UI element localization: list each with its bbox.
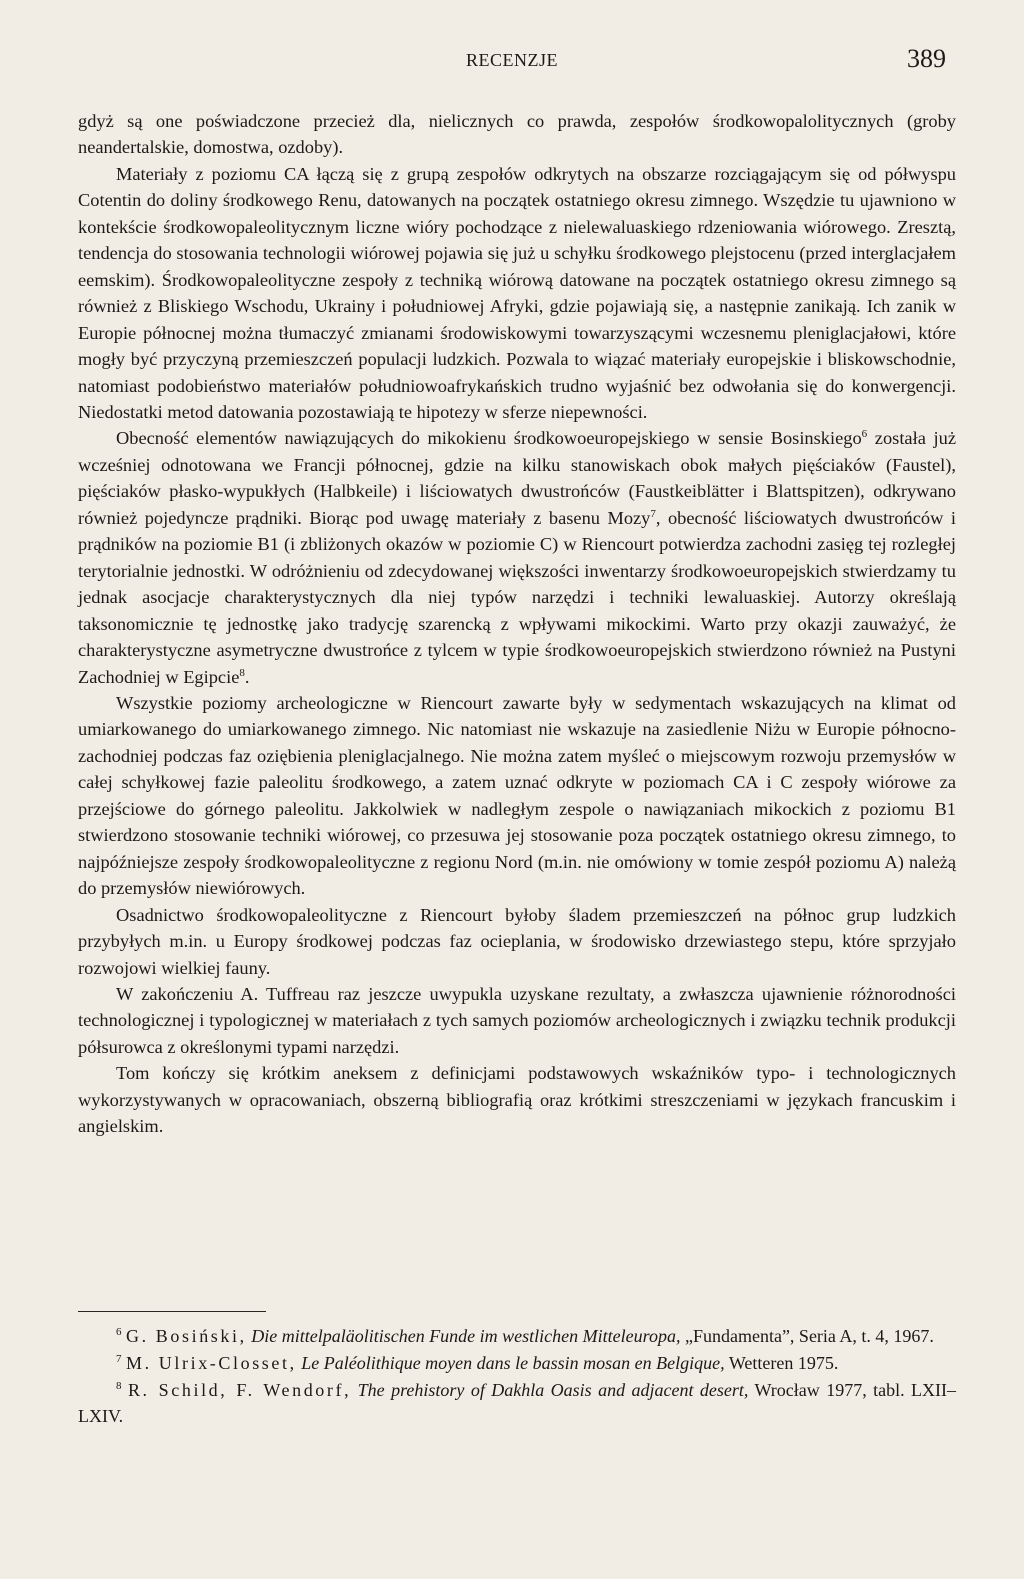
footnote-mark: 8: [116, 1380, 122, 1392]
paragraph-text: została już wcześniej odnotowana we Francji północnej, gdzie na kilku stanowiskach obok małych pięściaków (Faustel), pięściaków płasko-wypukłych (Halbkeile) i liściowatych dwustrońców (Faustkeiblätter i Blattspitzen), odkrywano również pojedyncze prądniki. Biorąc pod uwagę materiały z basenu Mozy: [78, 428, 956, 528]
footnote-author: G. Bosiński,: [126, 1326, 247, 1346]
footnote-divider: [78, 1311, 266, 1312]
footnote-reference: 7: [650, 507, 656, 520]
paragraph: Tom kończy się krótkim aneksem z definicjami podstawowych wskaźników typo- i technologicznych wykorzystywanych w opracowaniach, obszerną bibliografią oraz krótkimi streszczeniami w językach francuskim i angielskim.: [78, 1063, 956, 1137]
footnotes: [78, 1323, 956, 1430]
footnote-title: Le Paléolithique moyen dans le bassin mosan en Belgique,: [301, 1353, 725, 1373]
footnote-title: The prehistory of Dakhla Oasis and adjacent desert,: [357, 1380, 749, 1400]
paragraph: Materiały z poziomu CA łączą się z grupą zespołów odkrytych na obszarze rozciągającym się od półwyspu Cotentin do doliny środkowego Renu, datowanych na początek ostatniego okresu zimnego. Wszędzie tu ujawniono w kontekście środkowopaleolitycznym liczne wióry pochodzące z nielewaluaskiego rdzeniowania wiórowego. Zresztą, tendencja do stosowania technologii wiórowej pojawia się już u schyłku środkowego plejstocenu (przed interglacjałem eemskim). Środkowopaleolityczne zespoły z techniką wiórową datowane na początek ostatniego okresu zimnego są również z Bliskiego Wschodu, Ukrainy i południowej Afryki, gdzie pojawiają się, a następnie zanikają. Ich zanik w Europie północnej można tłumaczyć zmianami środowiskowymi towarzyszącymi wczesnemu pleniglacjałowi, które mogły być przyczyną przemieszczeń populacji ludzkich. Pozwala to wiązać materiały europejskie i bliskowschodnie, natomiast podobieństwo materiałów południowoafrykańskich trudno wyjaśnić bez odwołania się do konwergencji. Niedostatki metod datowania pozostawiają te hipotezy w sferze niepewności.: [78, 163, 956, 422]
footnote-title: Die mittelpaläolitischen Funde im westlichen Mitteleuropa,: [251, 1326, 681, 1346]
paragraph: [78, 425, 956, 690]
paragraph-text: , obecność liściowatych dwustrońców i prądników na poziomie B1 (i zbliżonych okazów w poziomie C) w Riencourt potwierdza zachodni zasięg tej rozległej terytorialnie jednostki. W odróżnieniu od zdecydowanej większości inwentarzy środkowoeuropejskich stwierdzamy tu jednak asocjacje charakterystycznych dla niej typów narzędzi i techniki lewaluaskiej. Autorzy określają taksonomicznie tę jednostkę jako tradycję szarencką z wpływami mikockimi. Warto przy okazji zauważyć, że charakterystyczne asymetryczne dwustrońce z tylcem w typie środkowoeuropejskich stwierdzono również na Pustyni Zachodniej w Egipcie: [78, 507, 956, 687]
page-header: [78, 44, 946, 78]
paragraph: W zakończeniu A. Tuffreau raz jeszcze uwypukla uzyskane rezultaty, a zwłaszcza ujawnienie różnorodności technologicznej i typologicznej w materiałach z tych samych poziomów archeologicznych i związku technik produkcji półsurowca z określonymi typami narzędzi.: [78, 983, 956, 1057]
paragraph: Osadnictwo środkowopaleolityczne z Riencourt byłoby śladem przemieszczeń na północ grup ludzkich przybyłych m.in. u Europy środkowej podczas faz ocieplania, w środowisko drzewiastego stepu, które sprzyjało rozwojowi wielkiej fauny.: [78, 904, 956, 978]
footnote: [78, 1350, 956, 1376]
footnote: [78, 1377, 956, 1429]
footnote-author: M. Ulrix-Closset,: [126, 1353, 297, 1373]
footnote-author: R. Schild, F. Wendorf,: [127, 1380, 352, 1400]
footnote: [78, 1323, 956, 1349]
paragraph-text: .: [244, 666, 250, 687]
footnote-details: Wetteren 1975.: [728, 1353, 839, 1373]
footnote-reference: 6: [861, 428, 868, 441]
footnote-mark: 6: [116, 1326, 122, 1338]
paragraph: gdyż są one poświadczone przecież dla, nielicznych co prawda, zespołów środkowopalolitycznych (groby neandertalskie, domostwa, ozdoby).: [78, 111, 956, 158]
footnote-mark: 7: [116, 1353, 122, 1365]
footnote-reference: 8: [239, 666, 245, 679]
page-number: 389: [907, 44, 946, 73]
body-text: [78, 108, 956, 1140]
footnote-details: „Fundamenta”, Seria A, t. 4, 1967.: [684, 1326, 934, 1346]
running-head: RECENZJE: [466, 50, 558, 70]
paragraph: Wszystkie poziomy archeologiczne w Riencourt zawarte były w sedymentach wskazujących na klimat od umiarkowanego do umiarkowanego zimnego. Nic natomiast nie wskazuje na zasiedlenie Niżu w Europie północno-zachodniej podczas faz oziębienia pleniglacjalnego. Nie można zatem myśleć o miejscowym rozwoju przemysłów w całej schyłkowej fazie paleolitu środkowego, a zatem uznać odkryte w poziomach CA i C zespoły wiórowe za przejściowe do górnego paleolitu. Jakkolwiek w nadległym zespole o nawiązaniach mikockich z poziomu B1 stwierdzono stosowanie techniki wiórowej, co przesuwa jej stosowanie poza początek ostatniego okresu zimnego, to najpóźniejsze zespoły środkowopaleolityczne z regionu Nord (m.in. nie omówiony w tomie zespół poziomu A) należą do przemysłów niewiórowych.: [78, 692, 956, 899]
footnote-details: Wrocław 1977, tabl. LXII–LXIV.: [78, 1380, 957, 1426]
paragraph-text: Obecność elementów nawiązujących do mikokienu środkowoeuropejskiego w sensie Bosinskiego: [116, 428, 862, 449]
